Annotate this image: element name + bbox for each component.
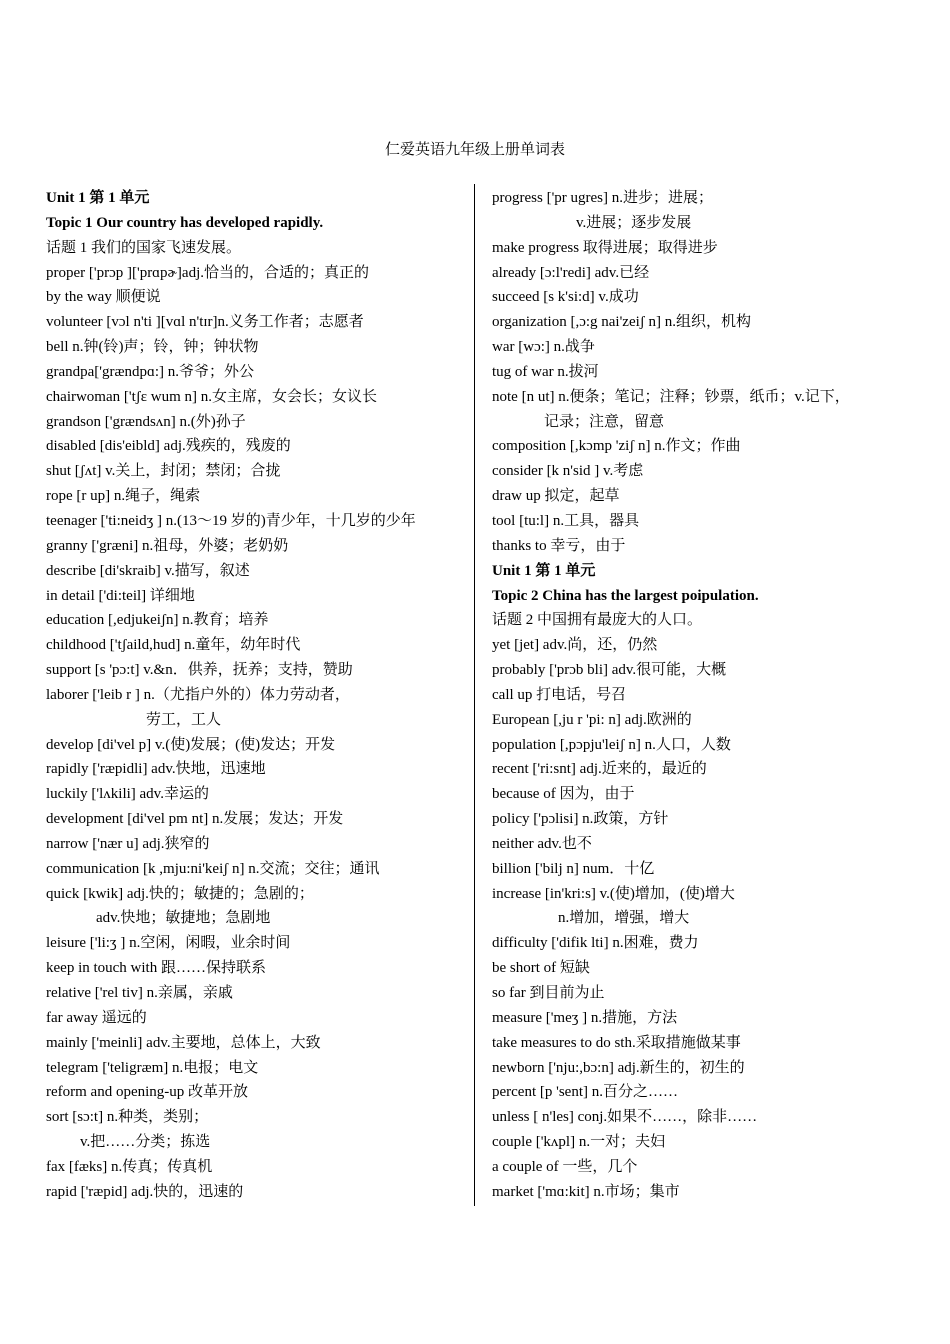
vocab-entry: consider [k n'sid ] v.考虑 — [492, 463, 644, 480]
vocab-entry: support [s 'pɔ:t] v.&n．供养，抚养；支持，赞助 — [46, 662, 353, 679]
vocab-entry-continuation: 劳工，工人 — [146, 711, 222, 728]
vocab-entry: a couple of 一些，几个 — [492, 1158, 638, 1175]
vocab-entry: population [,pɔpju'leiʃ n] n.人口，人数 — [492, 736, 731, 753]
vocab-entry: rapid ['ræpid] adj.快的，迅速的 — [46, 1183, 244, 1200]
vocab-entry: progress ['pr ugres] n.进步；进展； — [492, 190, 714, 206]
vocab-entry: yet [jet] adv.尚，还，仍然 — [492, 637, 658, 654]
vocab-entry: war [wɔ:] n.战争 — [492, 339, 595, 356]
vocab-entry: communication [k ,mju:ni'keiʃ n] n.交流；交往；通讯 — [46, 860, 380, 877]
vocab-entry: grandpa['grændpɑ:] n.爷爷；外公 — [46, 363, 255, 380]
vocab-entry: development [di'vel pm nt] n.发展；发达；开发 — [46, 811, 344, 828]
vocab-entry: laborer ['leib r ] n.（尤指户外的）体力劳动者， — [46, 686, 350, 703]
unit-heading: Unit 1 第 1 单元 — [46, 190, 150, 206]
left-column — [46, 186, 466, 1205]
vocab-entry: make progress 取得进展；取得进步 — [492, 239, 718, 256]
vocab-entry: policy ['pɔlisi] n.政策，方针 — [492, 811, 669, 828]
vocab-entry: quick [kwik] adj.快的；敏捷的；急剧的； — [46, 885, 314, 902]
vocab-entry: mainly ['meinli] adv.主要地，总体上，大致 — [46, 1034, 321, 1051]
vocab-entry: percent [p 'sent] n.百分之…… — [492, 1084, 678, 1101]
vocab-entry: childhood ['tʃaild,hud] n.童年，幼年时代 — [46, 637, 301, 654]
vocab-entry-continuation: v.进展；逐步发展 — [576, 214, 692, 231]
page-title: 仁爱英语九年级上册单词表 — [384, 142, 565, 158]
vocab-entry: proper ['prɔp ]['prɑpɚ]adj.恰当的，合适的；真正的 — [46, 264, 370, 281]
vocab-entry: volunteer [vɔl n'ti ][vɑl n'tɪr]n.义务工作者；志愿者 — [46, 314, 364, 331]
vocab-entry: market ['mɑ:kit] n.市场；集市 — [492, 1183, 680, 1200]
vocab-entry: probably ['prɔb bli] adv.很可能，大概 — [492, 662, 727, 679]
vocab-entry: leisure ['li:ʒ ] n.空闲，闲暇，业余时间 — [46, 935, 291, 952]
vocab-entry: organization [,ɔ:g nai'zeiʃ n] n.组织，机构 — [492, 314, 752, 331]
vocab-entry: so far 到目前为止 — [492, 985, 605, 1001]
vocab-entry: already [ɔ:l'redi] adv.已经 — [492, 264, 650, 281]
vocab-entry: because of 因为，由于 — [492, 786, 635, 803]
vocab-entry: be short of 短缺 — [492, 960, 590, 977]
vocab-entry: couple ['kʌpl] n.一对；夫妇 — [492, 1134, 666, 1151]
vocab-entry: rope [r up] n.绳子，绳索 — [46, 488, 201, 505]
vocab-entry: billion ['bilj n] num．十亿 — [492, 860, 655, 877]
vocab-entry-continuation: v.把……分类；拣选 — [80, 1134, 211, 1151]
vocab-entry-continuation: n.增加，增强，增大 — [558, 910, 690, 927]
vocab-entry: rapidly ['ræpidli] adv.快地，迅速地 — [46, 761, 266, 778]
vocab-entry: chairwoman ['tʃɛ wum n] n.女主席，女会长；女议长 — [46, 388, 378, 405]
vocab-entry: keep in touch with 跟……保持联系 — [46, 960, 266, 977]
right-column — [492, 186, 912, 1205]
vocab-entry: by the way 顺便说 — [46, 289, 161, 306]
vocab-entry: luckily ['lʌkili] adv.幸运的 — [46, 786, 209, 803]
vocab-entry: in detail ['di:teil] 详细地 — [46, 587, 195, 604]
vocab-entry: sort [sɔ:t] n.种类，类别； — [46, 1109, 209, 1126]
vocab-entry-continuation: adv.快地；敏捷地；急剧地 — [96, 910, 271, 927]
vocab-entry: take measures to do sth.采取措施做某事 — [492, 1034, 741, 1051]
vocab-entry: note [n ut] n.便条；笔记；注释；钞票，纸币；v.记下， — [492, 388, 850, 405]
vocab-entry: thanks to 幸亏，由于 — [492, 537, 626, 554]
vocab-entry: neither adv.也不 — [492, 835, 592, 852]
vocab-entry: grandson ['grændsʌn] n.(外)孙子 — [46, 413, 246, 430]
topic-heading: Topic 1 Our country has developed rapidly. — [46, 214, 324, 231]
topic-heading: Topic 2 China has the largest poipulation. — [492, 587, 759, 604]
vocab-entry: succeed [s k'si:d] v.成功 — [492, 289, 639, 306]
vocab-entry-continuation: 记录；注意，留意 — [544, 413, 665, 430]
column-divider — [474, 184, 475, 1206]
vocab-entry: education [,edjukeiʃn] n.教育；培养 — [46, 612, 269, 629]
vocab-entry: disabled [dis'eibld] adj.残疾的，残废的 — [46, 438, 291, 455]
vocab-entry: describe [di'skraib] v.描写，叙述 — [46, 562, 250, 579]
vocab-entry: develop [di'vel p] v.(使)发展；(使)发达；开发 — [46, 736, 336, 753]
vocab-entry: draw up 拟定，起草 — [492, 488, 620, 505]
vocab-entry: tug of war n.拔河 — [492, 363, 599, 380]
vocab-entry: measure ['meʒ ] n.措施，方法 — [492, 1009, 678, 1026]
vocab-entry: recent ['ri:snt] adj.近来的，最近的 — [492, 761, 707, 778]
topic-subtitle: 话题 1 我们的国家飞速发展。 — [46, 239, 242, 256]
vocab-entry: teenager ['ti:neidʒ ] n.(13～19 岁的)青少年，十几岁的少年 — [46, 512, 416, 529]
vocab-entry: tool [tu:l] n.工具，器具 — [492, 512, 640, 529]
vocab-entry: European [,ju r 'pi: n] adj.欧洲的 — [492, 711, 692, 728]
vocab-entry: far away 遥远的 — [46, 1009, 147, 1026]
vocab-entry: call up 打电话，号召 — [492, 686, 627, 703]
vocab-entry: telegram ['teligræm] n.电报；电文 — [46, 1059, 259, 1076]
topic-subtitle: 话题 2 中国拥有最庞大的人口。 — [492, 612, 703, 629]
vocab-entry: fax [fæks] n.传真；传真机 — [46, 1158, 213, 1175]
vocab-entry: increase [in'kri:s] v.(使)增加，(使)增大 — [492, 885, 735, 902]
vocab-entry: shut [ʃʌt] v.关上，封闭；禁闭；合拢 — [46, 463, 281, 480]
vocab-entry: granny ['græni] n.祖母，外婆；老奶奶 — [46, 537, 289, 554]
vocab-entry: composition [,kɔmp 'ziʃ n] n.作文；作曲 — [492, 438, 741, 455]
vocab-entry: difficulty ['difik lti] n.困难，费力 — [492, 935, 699, 952]
vocab-entry: bell n.钟(铃)声；铃，钟；钟状物 — [46, 339, 259, 356]
unit-heading: Unit 1 第 1 单元 — [492, 562, 596, 579]
vocab-entry: unless [ n'les] conj.如果不……，除非…… — [492, 1109, 758, 1126]
vocab-entry: relative ['rel tiv] n.亲属，亲戚 — [46, 985, 233, 1001]
vocab-entry: newborn ['nju:,bɔ:n] adj.新生的，初生的 — [492, 1059, 745, 1076]
vocab-entry: reform and opening-up 改革开放 — [46, 1084, 249, 1101]
vocab-entry: narrow ['nær u] adj.狭窄的 — [46, 835, 210, 852]
